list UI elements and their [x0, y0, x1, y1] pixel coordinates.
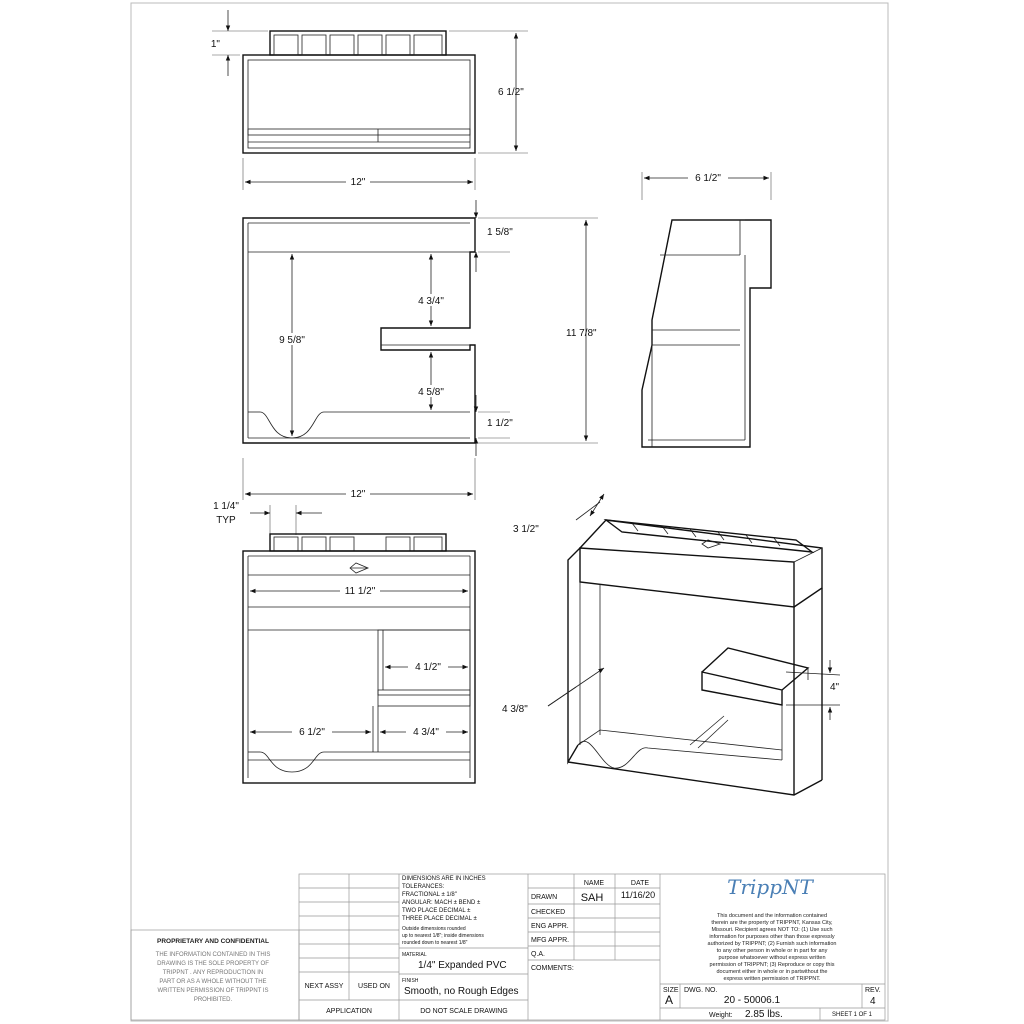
legal-line-2: therein are the property of TRIPPNT, Kansas City, — [711, 920, 833, 926]
weight-label: Weight: — [709, 1012, 733, 1019]
size-label: SIZE — [663, 987, 679, 994]
proprietary-line-6: PROHIBITED. — [193, 997, 233, 1003]
legal-line-9: document either in whole or in partwithout the — [716, 969, 828, 975]
finish-label: FINISH — [402, 978, 419, 984]
dim-top-height: 6 1/2" — [498, 87, 524, 98]
proprietary-line-1: THE INFORMATION CONTAINED IN THIS — [155, 952, 271, 958]
dwg-no-value: 20 - 50006.1 — [723, 995, 781, 1006]
legal-line-8: permission of TRIPPNT; (3) Reproduce or copy this — [709, 962, 835, 968]
dim-bottom-right: 4 3/4" — [413, 727, 439, 738]
dim-top-one-inch: 1" — [210, 39, 220, 50]
isometric-view — [502, 494, 840, 795]
proprietary-line-4: PART OR AS A WHOLE WITHOUT THE — [159, 979, 267, 985]
dim-iso-opening: 4 3/8" — [502, 704, 528, 715]
dim-front-bottom-band: 1 1/2" — [487, 418, 513, 429]
dim-bottom-left: 6 1/2" — [299, 727, 325, 738]
legal-line-10: express written permission of TRIPPNT. — [723, 976, 821, 982]
next-assy-label: NEXT ASSY — [304, 983, 344, 990]
tol-angular: ANGULAR: MACH ± BEND ± — [402, 900, 481, 906]
dim-inner-width: 11 1/2" — [344, 586, 376, 597]
qa-label: Q.A. — [531, 951, 546, 958]
dim-iso-depth: 3 1/2" — [513, 524, 539, 535]
drawn-date: 11/16/20 — [620, 890, 656, 900]
rounding-note-2: up to nearest 1/8"; inside dimensions — [402, 933, 484, 939]
finish-value: Smooth, no Rough Edges — [404, 986, 519, 997]
size-value: A — [665, 993, 674, 1007]
dim-upper-opening: 4 3/4" — [418, 296, 444, 307]
dim-front-overall-height: 11 7/8" — [566, 328, 597, 339]
dim-front-top-band: 1 5/8" — [487, 227, 513, 238]
dim-shelf-width: 4 1/2" — [415, 662, 441, 673]
proprietary-line-3: TRIPPNT . ANY REPRODUCTION IN — [162, 970, 264, 976]
checked-label: CHECKED — [531, 909, 566, 916]
sheet-label: SHEET 1 OF 1 — [832, 1012, 872, 1018]
rev-value: 4 — [870, 996, 876, 1007]
date-header: DATE — [630, 880, 650, 887]
dim-slot-note: TYP — [216, 515, 236, 526]
sheet-border — [131, 3, 888, 1021]
proprietary-heading: PROPRIETARY AND CONFIDENTIAL — [157, 938, 269, 945]
top-view — [211, 10, 528, 190]
front-view — [243, 200, 598, 456]
comments-label: COMMENTS: — [531, 965, 574, 972]
mfg-appr-label: MFG APPR. — [531, 937, 570, 944]
drawn-label: DRAWN — [531, 894, 558, 901]
legal-line-5: authorized by TRIPPNT; (2) Furnish such information — [707, 941, 837, 947]
used-on-label: USED ON — [358, 983, 390, 990]
dim-slot-width: 1 1/4" — [213, 501, 239, 512]
rev-label: REV. — [865, 987, 881, 994]
rounding-note-1: Outside dimensions rounded — [402, 926, 466, 932]
proprietary-block — [131, 930, 299, 1020]
title-block — [299, 874, 885, 1020]
section-view — [213, 458, 475, 783]
dwg-no-label: DWG. NO. — [684, 987, 718, 994]
legal-line-6: to any other person in whole or in part for any — [716, 948, 828, 954]
dim-left-opening: 9 5/8" — [279, 335, 305, 346]
proprietary-line-2: DRAWING IS THE SOLE PROPERTY OF — [157, 961, 269, 967]
tol-three-place: THREE PLACE DECIMAL ± — [402, 916, 477, 922]
name-header: NAME — [583, 880, 605, 887]
trippnt-logo: TrippNT — [727, 875, 813, 899]
dim-iso-shelf-height: 4" — [830, 682, 840, 693]
legal-line-3: Missouri. Recipient agrees NOT TO: (1) Use such — [711, 927, 833, 933]
rounding-note-3: rounded down to nearest 1/8" — [402, 940, 468, 946]
tolerances-label: TOLERANCES: — [402, 884, 445, 890]
legal-line-4: information for purposes other than those expressly — [709, 934, 835, 940]
legal-line-7: purpose whatsoever without express written — [718, 955, 826, 961]
side-view — [642, 171, 771, 447]
dim-top-width: 12" — [350, 177, 366, 188]
application-label: APPLICATION — [326, 1008, 372, 1015]
legal-line-1: This document and the information contained — [716, 913, 828, 919]
dim-side-depth: 6 1/2" — [695, 173, 721, 184]
dim-lower-opening: 4 5/8" — [418, 387, 444, 398]
dim-section-width: 12" — [350, 489, 366, 500]
tol-fractional: FRACTIONAL ± 1/8" — [402, 892, 457, 898]
proprietary-line-5: WRITTEN PERMISSION OF TRIPPNT IS — [157, 988, 269, 994]
weight-value: 2.85 lbs. — [745, 1009, 783, 1020]
tol-two-place: TWO PLACE DECIMAL ± — [402, 908, 471, 914]
eng-appr-label: ENG APPR. — [531, 923, 569, 930]
units-header: DIMENSIONS ARE IN INCHES — [402, 876, 486, 882]
do-not-scale: DO NOT SCALE DRAWING — [420, 1008, 508, 1015]
drawn-name: SAH — [580, 892, 604, 904]
material-value: 1/4" Expanded PVC — [418, 960, 507, 971]
material-label: MATERIAL — [402, 952, 427, 958]
